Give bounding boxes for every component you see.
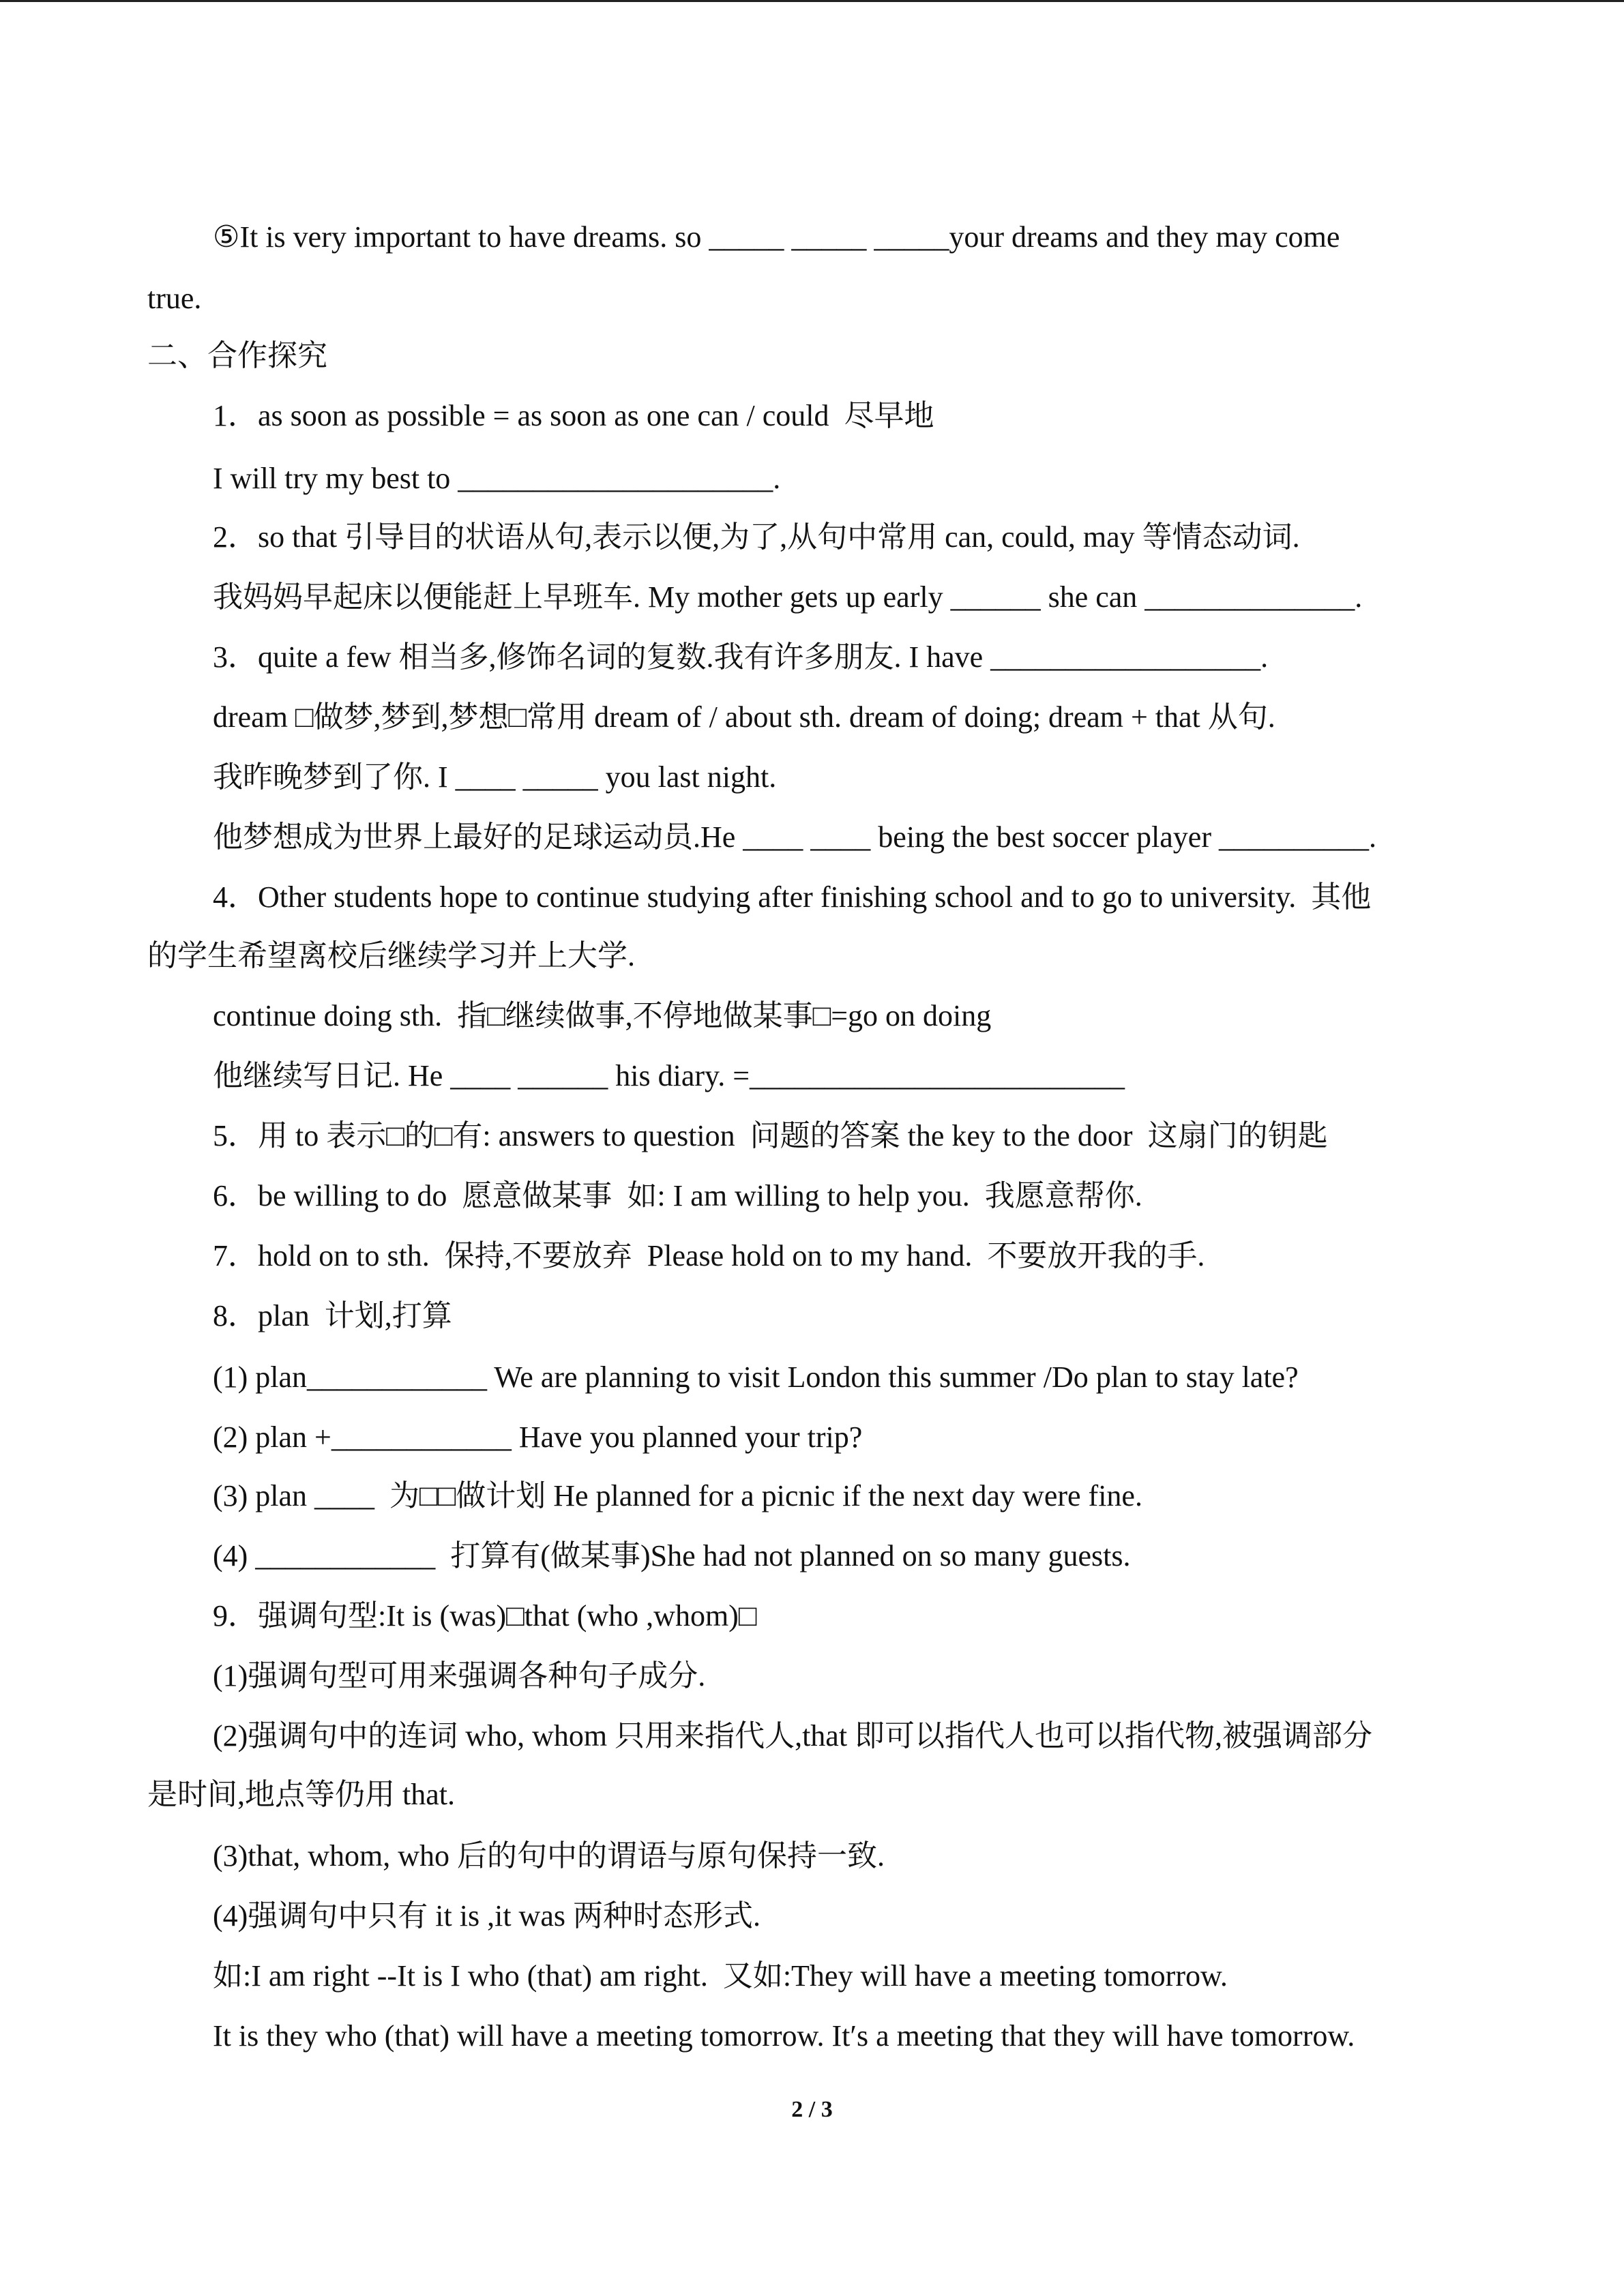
document-page: ⑤It is very important to have dreams. so _____ _____ _____your dreams and they may come true. 二、合作探究 1．as soon as possible = as soon as one can / could 尽早地 I will try my best to _____________________. 2．so that 引导目的状语从句,表示以便,为了,从句中常用 can, could, may 等情态动词. 我妈妈早起床以便能赶上早班车. My mother gets up early ______ she can ______________. 3．quite a few 相当多,修饰名词的复数.我有许多朋友. I have __________________. dream □做梦,梦到,梦想□常用 dream of / about sth. dream of doing; dream + that 从句. 我昨晚梦到了你. I ____ _____ you last night. 他梦想成为世界上最好的足球运动员.He ____ ____ being the best soccer player __________. 4．Other students hope to continue studying after finishing school and to go to university. 其他 的学生希望离校后继续学习并上大学. continue doing sth. 指□继续做事,不停地做某事□=go on doing 他继续写日记. He ____ ______ his diary. =_________________________ 5．用 to 表示□的□有: answers to question 问题的答案 the key to the door 这扇门的钥匙 6．be willing to do 愿意做某事 如: I am willing to help you. 我愿意帮你. 7．hold on to sth. 保持,不要放弃 Please hold on to my hand. 不要放开我的手. 8．plan 计划,打算 (1) plan____________ We are planning to visit London this summer /Do plan to stay late? (2) plan +____________ Have you planned your trip? (3) plan ____ 为□□做计划 He planned for a picnic if the next day were fine. (4) ____________ 打算有(做某事)She had not planned on so many guests. 9．强调句型:It is (was)□that (who ,whom)□ (1)强调句型可用来强调各种句子成分. (2)强调句中的连词 who, whom 只用来指代人,that 即可以指代人也可以指代物,被强调部分 是时间,地点等仍用 that. (3)that, whom, who 后的句中的谓语与原句保持一致. (4)强调句中只有 it is ,it was 两种时态形式. 如:I am right --It is I who (that) am right. 又如:They will have a meeting tomorrow. It is they who (that) will have a meeting tomorrow. It′s a meeting that they will have tomorrow. 2 / 3 [0, 0, 1624, 2296]
top-border [0, 0, 1624, 2]
page-number: 2 / 3 [791, 2097, 833, 2122]
